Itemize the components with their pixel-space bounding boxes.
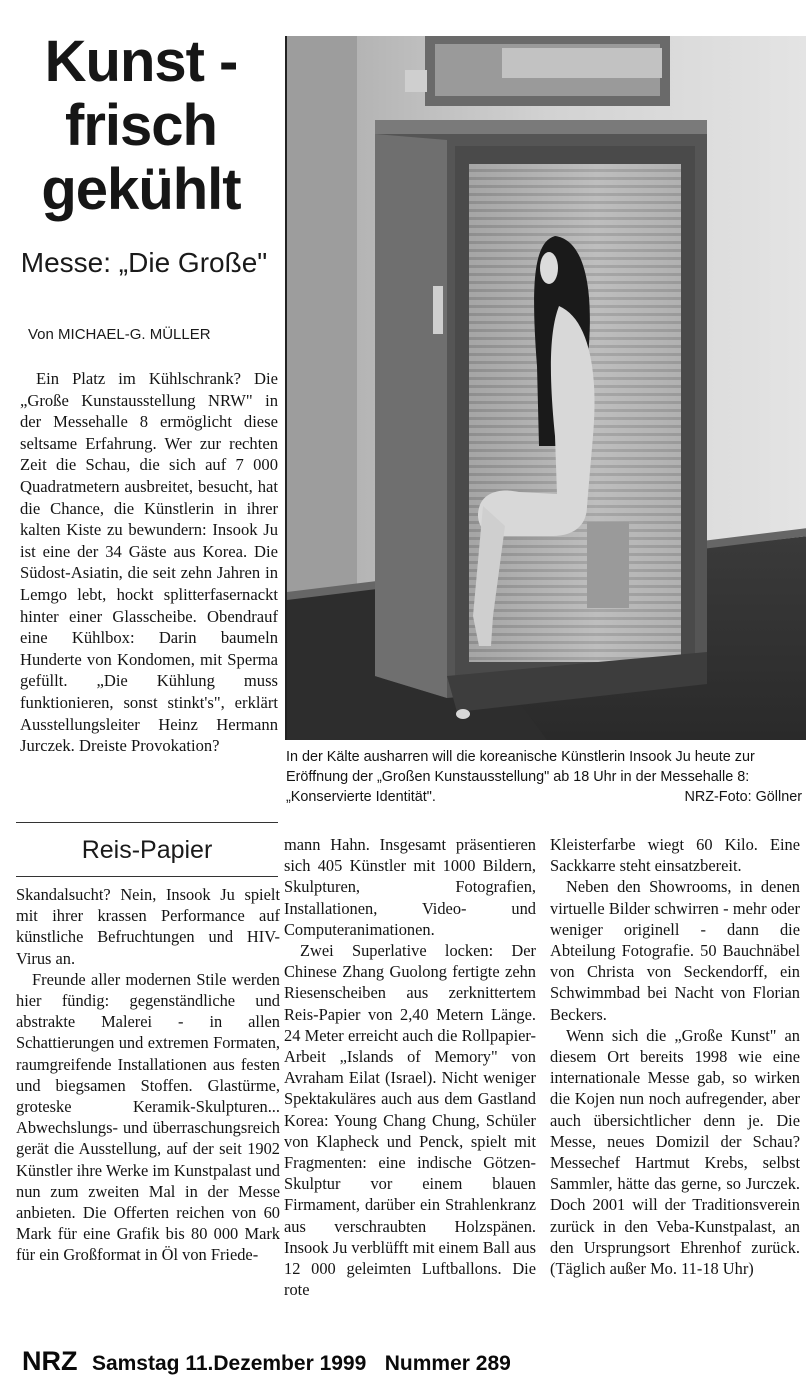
- section-rule-bottom: [16, 876, 278, 877]
- text-column-2: [284, 834, 536, 1300]
- photo-caption: [286, 748, 802, 807]
- text-column-3: [550, 834, 800, 1279]
- subheadline: Messe: „Die Große": [20, 247, 268, 278]
- intro-text: Ein Platz im Kühlschrank? Die „Große Kunstausstellung NRW" in der Messehalle 8 ermöglicht diese seltsame Erfahrung. Wer zur rechten Zeit die Schau, die sich auf 7 000 Quadratmetern ausbreitet, besucht, hat die Chance, die Künstlerin in ihrer kalten Kiste zu bewundern: Insook Ju ist eine der 34 Gäste aus Korea. Die Südost-Asiatin, die seit zehn Jahren in Lemgo lebt, hockt splitterfasernackt hinter einer Glasscheibe. Obendrauf eine Kühlbox: Darin baumeln Hunderte von Kondomen, mit Sperma gefüllt. „Die Kühlung muss funktionieren, sonst stinkt's", erklärt Ausstellungsleiter Heinz Hermann Jurczek. Dreiste Provokation?: [20, 369, 278, 756]
- headline-line: gekühlt: [41, 157, 241, 222]
- paragraph: Neben den Showrooms, in denen virtuelle Bilder schwirren - mehr oder weniger originell - dann die Abteilung Fotografie. 50 Bauchnäbel von Christa von Seckendorff, ein Schwimmbad bei Nacht von Florian Beckers.: [550, 877, 800, 1024]
- text-column-1: [16, 884, 280, 1266]
- byline: Von MICHAEL-G. MÜLLER: [28, 326, 211, 343]
- paragraph: Freunde aller modernen Stile werden hier fündig: gegenständliche und abstrakte Malerei - in allen Schattierungen und extremen Formaten, raumgreifende Installationen aus festen und biegsamen Stoffen. Glastürme, groteske Keramik-Skulpturen... Abwechslungs- und überraschungsreich gerät die Ausstellung, auf der seit 1902 Künstler ihre Werke im Kunstpalast und nun zum zweiten Mal in der Messe anbieten. Die Offerten reichen von 60 Mark für eine Grafik bis 80 000 Mark für ein Großformat in Öl von Friede-: [16, 969, 280, 1265]
- headline: [6, 30, 276, 222]
- section-heading: Reis-Papier: [81, 836, 213, 864]
- article-photo: [285, 36, 806, 740]
- paragraph: Skandalsucht? Nein, Insook Ju spielt mit ihrer krassen Performance auf künstliche Befruchtungen und HIV-Virus an.: [16, 885, 280, 968]
- photo-illustration: [287, 36, 806, 740]
- newspaper-footer: [22, 1346, 511, 1376]
- paragraph: mann Hahn. Insgesamt präsentieren sich 405 Künstler mit 1000 Bildern, Skulpturen, Fotografien, Installationen, Video- und Computeranimationen.: [284, 835, 536, 939]
- intro-paragraph: [20, 368, 278, 757]
- headline-line: frisch: [65, 93, 217, 158]
- paragraph: Zwei Superlative locken: Der Chinese Zhang Guolong fertigte zehn Riesenscheiben aus zerknittertem Reis-Papier von 2,40 Metern Länge. 24 Meter erreicht auch die Rollpapier-Arbeit „Islands of Memory" von Avraham Eilat (Israel). Nicht weniger Spektakuläres auch aus dem Gastland Korea: Young Chang Chung, Schüler von Klapheck und Penck, spielt mit Fragmenten: eine indische Götzen-Skulptur vor einem blauen Firmament, darüber ein Strahlenkranz aus verschraubten Holzspänen. Insook Ju verblüfft mit einem Ball aus 12 000 geleimten Luftballons. Die rote: [284, 941, 536, 1300]
- paragraph: Wenn sich die „Große Kunst" an diesem Ort bereits 1998 wie eine internationale Messe gab, so wirken die Kojen nun noch aufregender, aber auch übersichtlicher denn je. Die Messe, neues Domizil der Schau? Messechef Hartmut Krebs, selbst Sammler, hätte das gerne, so Jurczek. Doch 2001 will der Traditionsverein zurück in den Veba-Kunstpalast, an den Ursprungsort Ehrenhof zurück. (Täglich außer Mo. 11-18 Uhr): [550, 1025, 800, 1279]
- newspaper-name: NRZ: [22, 1346, 78, 1376]
- section-rule-top: [16, 822, 278, 823]
- paragraph: Kleisterfarbe wiegt 60 Kilo. Eine Sackkarre steht einsatzbereit.: [550, 835, 800, 876]
- issue-number: Nummer 289: [384, 1352, 511, 1375]
- photo-credit: NRZ-Foto: Göllner: [684, 788, 802, 805]
- issue-date: Samstag 11.Dezember 1999: [91, 1352, 367, 1375]
- headline-line: Kunst -: [44, 29, 238, 94]
- caption-text: In der Kälte ausharren will die koreanische Künstlerin Insook Ju heute zur Eröffnung der „Großen Kunstausstellung" ab 18 Uhr in der Messehalle 8: „Konservierte Identität".: [286, 749, 755, 805]
